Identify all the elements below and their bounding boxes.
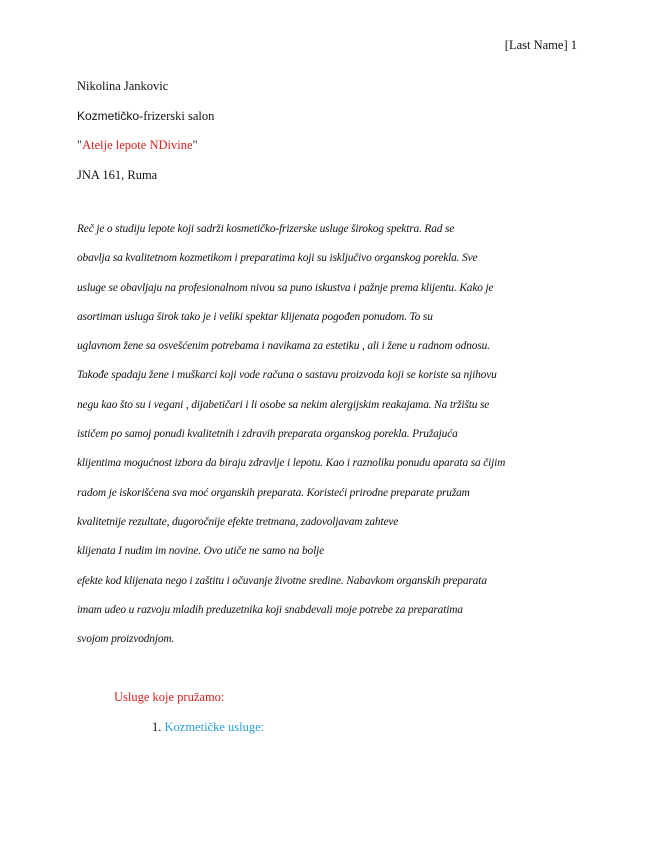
list-item-label: Kozmetičke usluge: [164, 720, 265, 734]
list-item-number: 1. [152, 720, 162, 734]
body-line: imam udeo u razvoju mladih preduzetnika koji snabdevali moje potrebe za preparatima [77, 603, 463, 616]
author-name: Nikolina Jankovic [77, 79, 169, 93]
services-heading: Usluge koje pružamo: [114, 690, 225, 704]
body-line: efekte kod klijenata nego i zaštitu i očuvanje životne sredine. Nabavkom organskih preparata [77, 574, 487, 587]
body-line: negu kao što su i vegani , dijabetičari i li osobe sa nekim alergijskim reakajama. Na tržištu se [77, 398, 490, 411]
salon-name: Atelje lepote NDivine [82, 138, 193, 152]
body-line: kvalitetnije rezultate, dugoročnije efekte tretmana, zadovoljavam zahteve [77, 515, 399, 528]
body-line: asortiman usluga širok tako je i veliki spektar klijenata pogođen ponudom. To su [77, 310, 433, 323]
body-line: uglavnom žene sa osvešćenim potrebama i navikama za estetiku , ali i žene u radnom odnosu. [77, 340, 490, 353]
list-item [152, 720, 264, 735]
body-line: klijentima mogućnost izbora da biraju zdravlje i lepotu. Kao i raznoliku ponudu aparata sa čijim [77, 457, 506, 470]
body-line: usluge se obavljaju na profesionalnom nivou sa puno iskustva i pažnje prema klijentu. Kako je [77, 281, 494, 294]
salon-type-rest: -frizerski salon [139, 108, 215, 123]
body-paragraph [77, 220, 587, 659]
quote-close: " [192, 138, 198, 152]
body-line: obavlja sa kvalitetnom kozmetikom i preparatima koji su isključivo organskog porekla. Sve [77, 252, 478, 265]
body-line: Takođe spadaju žene i muškarci koji vode računa o sastavu proizvoda koji se koriste sa njihovu [77, 369, 497, 382]
address: JNA 161, Ruma [77, 167, 158, 182]
salon-name-line [77, 136, 214, 166]
body-line: ističem po samoj ponudi kvalitetnih i zdravih preparata organskog porekla. Pružajuća [77, 428, 458, 441]
body-line: Reč je o studiju lepote koji sadrži kosmetičko-frizerske usluge širokog spektra. Rad se [77, 223, 455, 235]
running-head: [Last Name] 1 [504, 38, 577, 52]
body-line: svojom proizvodnjom. [77, 633, 175, 646]
body-line: klijenata I nudim im novine. Ovo utiče ne samo na bolje [77, 545, 325, 558]
quote-open: " [77, 138, 83, 152]
salon-type-bold: Kozmetičko [77, 108, 140, 123]
salon-type [77, 107, 214, 137]
contact-block [77, 77, 214, 195]
body-line: radom je iskorišćena sva moć organskih preparata. Koristeći prirodne preparate pružam [77, 486, 470, 499]
